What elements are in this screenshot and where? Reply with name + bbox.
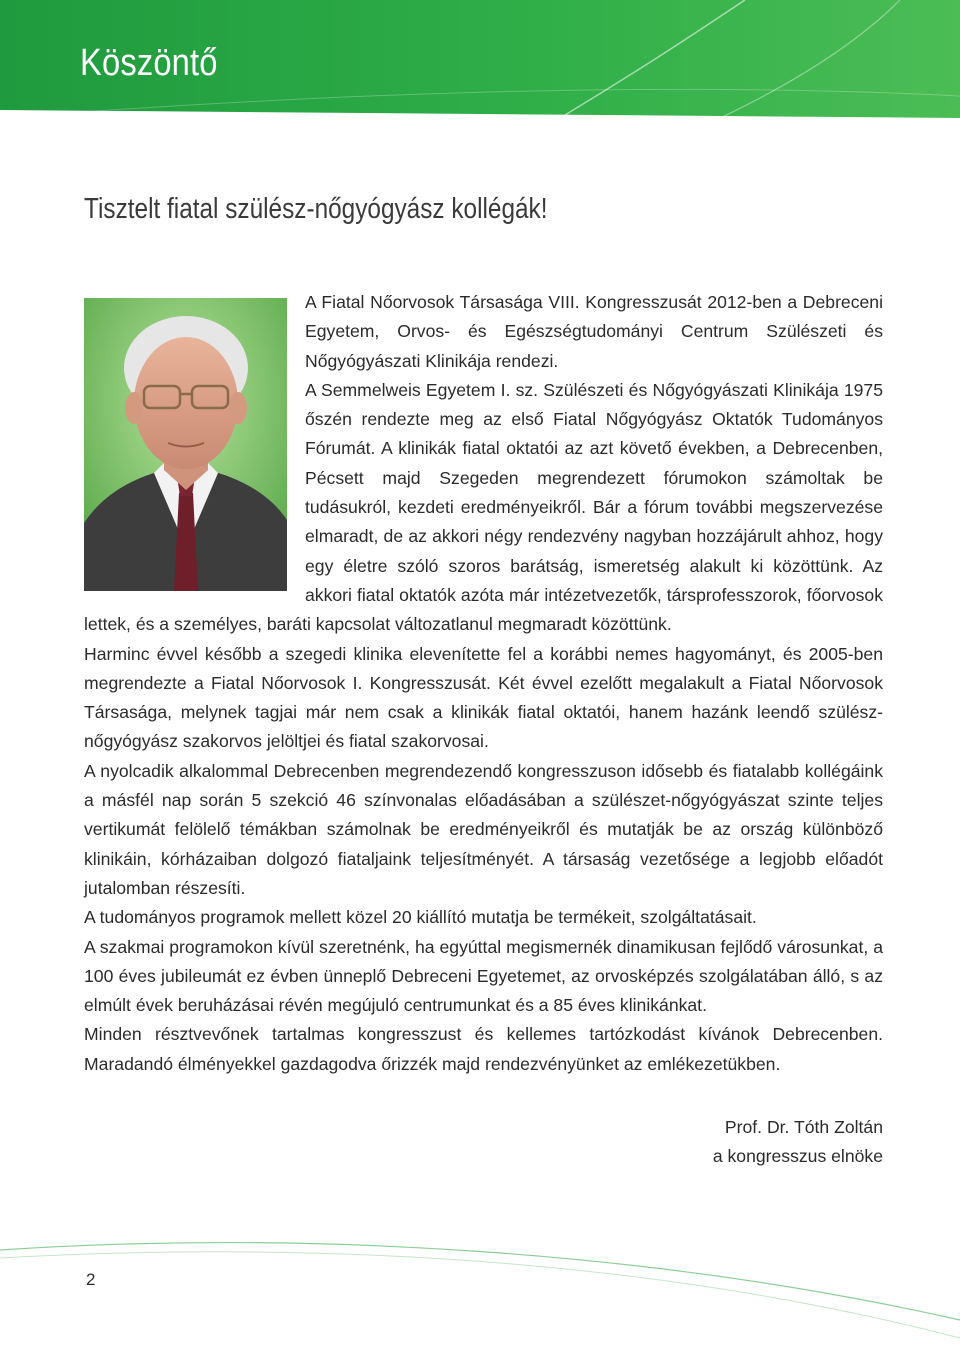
paragraph: A Semmelweis Egyetem I. sz. Szülészeti és Nőgyógyászati Klinikája 1975 őszén rendezte meg az első Fiatal Nőgyógyász Oktatók Tudományos Fórumát. A klinikák fiatal oktatói az azt követő években, a Debrecenben, Pécsett majd Szegeden megrendezett fórumokon számoltak be tudásukról, kezdeti eredményeikről. Bár a fórum további megszervezése elmaradt, de az akkori négy rendezvény nagyban hozzájárult ahhoz, hogy egy életre szóló szoros barátság, ismeretség alakult ki közöttünk. Az akkori fiatal oktatók azóta már intézetvezetők, társprofesszorok, főorvosok lettek, és a személyes, baráti kapcsolat változatlanul megmaradt közöttünk.: [84, 379, 883, 635]
paragraph: Minden résztvevőnek tartalmas kongresszust és kellemes tartózkodást kívánok Debrecenben. Maradandó élményekkel gazdagodva őrizzék majd rendezvényünket az emlékezetükben.: [84, 1024, 883, 1074]
letter-body: [84, 288, 883, 1079]
footer-curve-decoration: [0, 1210, 960, 1352]
signature-name: Prof. Dr. Tóth Zoltán: [724, 1117, 883, 1137]
paragraph: A Fiatal Nőorvosok Társasága VIII. Kongresszusát 2012-ben a Debreceni Egyetem, Orvos- és Egészségtudományi Centrum Szülészeti és Nőgyógyászati Klinikája rendezi.: [305, 292, 883, 371]
paragraph: A nyolcadik alkalommal Debrecenben megrendezendő kongresszuson idősebb és fiatalabb kollégáink a másfél nap során 5 szekció 46 színvonalas előadásában a szülészet-nőgyógyászat szinte teljes vertikumát felölelő témákban számolnak be eredményeikről és mutatják be az ország különböző klinikáin, kórházaiban dolgozó fiataljaink teljesítményét. A társaság vezetősége a legjobb előadót jutalomban részesíti.: [84, 760, 883, 898]
page-number: 2: [86, 1270, 96, 1289]
signature-role: a kongresszus elnöke: [712, 1146, 883, 1166]
photo-spacer: [84, 288, 305, 604]
paragraph: Harminc évvel később a szegedi klinika elevenítette fel a korábbi nemes hagyományt, és 2005-ben megrendezte a Fiatal Nőorvosok I. Kongresszusát. Két évvel ezelőtt megalakult a Fiatal Nőorvosok Társasága, melynek tagjai már nem csak a klinikák fiatal oktatói, hanem hazánk leendő szülész-nőgyógyász szakorvos jelöltjei és fiatal szakorvosai.: [84, 643, 883, 752]
signature-block: [713, 1113, 883, 1171]
header-band: [0, 0, 960, 118]
salutation-heading: Tisztelt fiatal szülész-nőgyógyász kollégák!: [84, 193, 548, 225]
paragraph: A szakmai programokon kívül szeretnénk, ha egyúttal megismernék dinamikusan fejlődő városunkat, a 100 éves jubileumát ez évben ünneplő Debreceni Egyetemet, az orvosképzés szolgálatában álló, s az elmúlt évek beruházásai révén megújuló centrumunkat és a 85 éves klinikánkat.: [84, 936, 883, 1016]
page-title: Köszöntő: [80, 42, 218, 84]
paragraph: A tudományos programok mellett közel 20 kiállító mutatja be termékeit, szolgáltatásait.: [84, 907, 757, 928]
